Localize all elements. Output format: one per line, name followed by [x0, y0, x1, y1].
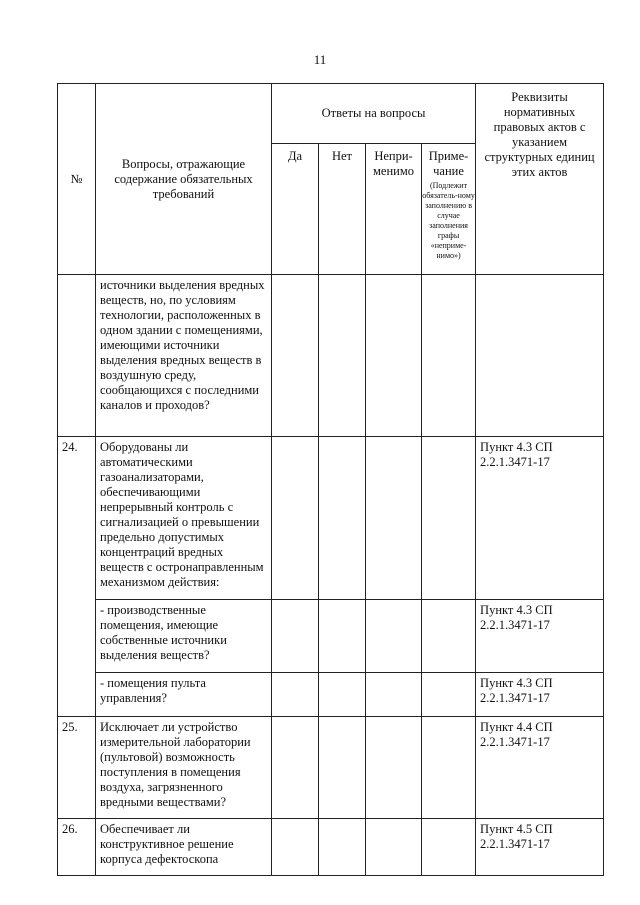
answer-note-cell[interactable] [422, 437, 476, 600]
answer-yes-cell[interactable] [272, 437, 319, 600]
row-requisite: Пункт 4.3 СП 2.2.1.3471-17 [476, 600, 604, 673]
column-header-not-applicable: Непри-менимо [366, 144, 422, 275]
row-requisite: Пункт 4.4 СП 2.2.1.3471-17 [476, 717, 604, 819]
answer-note-cell[interactable] [422, 600, 476, 673]
answer-yes-cell[interactable] [272, 275, 319, 437]
answer-no-cell[interactable] [319, 717, 366, 819]
table-row [58, 673, 604, 717]
row-question: - помещения пульта управления? [96, 673, 272, 717]
answer-not-applicable-cell[interactable] [366, 437, 422, 600]
answer-yes-cell[interactable] [272, 717, 319, 819]
column-header-requisites: Реквизиты нормативных правовых актов с указанием структурных единиц этих актов [476, 84, 604, 275]
answer-no-cell[interactable] [319, 437, 366, 600]
column-header-note [422, 144, 476, 275]
table-row [58, 600, 604, 673]
checklist-table [57, 83, 604, 876]
row-question: Исключает ли устройство измерительной лаборатории (пультовой) возможность поступления в помещения воздуха, загрязненного вредными веществами? [96, 717, 272, 819]
table-row [58, 275, 604, 437]
note-sublabel: (Подлежит обязатель-ному заполнению в случае заполнения графы «неприме-нимо») [422, 181, 475, 260]
answer-not-applicable-cell[interactable] [366, 673, 422, 717]
row-requisite: Пункт 4.3 СП 2.2.1.3471-17 [476, 673, 604, 717]
column-header-answers: Ответы на вопросы [272, 84, 476, 144]
answer-not-applicable-cell[interactable] [366, 717, 422, 819]
row-question: - производственные помещения, имеющие собственные источники выделения веществ? [96, 600, 272, 673]
table-row [58, 717, 604, 819]
answer-not-applicable-cell[interactable] [366, 600, 422, 673]
answer-note-cell[interactable] [422, 819, 476, 876]
table-row [58, 437, 604, 600]
column-header-questions: Вопросы, отражающие содержание обязательных требований [96, 84, 272, 275]
row-number [58, 275, 96, 437]
answer-note-cell[interactable] [422, 275, 476, 437]
column-header-no: Нет [319, 144, 366, 275]
column-header-number: № [58, 84, 96, 275]
answer-no-cell[interactable] [319, 819, 366, 876]
row-question: Оборудованы ли автоматическими газоанализаторами, обеспечивающими непрерывный контроль с сигнализацией о превышении предельно допустимых концентраций вредных веществ с остронаправленным механизмом действия: [96, 437, 272, 600]
answer-no-cell[interactable] [319, 673, 366, 717]
row-number: 25. [58, 717, 96, 819]
answer-note-cell[interactable] [422, 673, 476, 717]
row-number: 26. [58, 819, 96, 876]
answer-yes-cell[interactable] [272, 819, 319, 876]
row-question: источники выделения вредных веществ, но, по условиям технологии, расположенных в одном здании с помещениями, имеющими источники выделения вредных веществ в воздушную среду, сообщающихся с последними каналов и проходов? [96, 275, 272, 437]
answer-not-applicable-cell[interactable] [366, 275, 422, 437]
answer-no-cell[interactable] [319, 600, 366, 673]
page-number: 11 [313, 52, 327, 67]
note-label: Приме-чание [428, 149, 469, 178]
row-number: 24. [58, 437, 96, 717]
answer-note-cell[interactable] [422, 717, 476, 819]
answer-no-cell[interactable] [319, 275, 366, 437]
answer-yes-cell[interactable] [272, 673, 319, 717]
row-requisite [476, 275, 604, 437]
answer-yes-cell[interactable] [272, 600, 319, 673]
column-header-yes: Да [272, 144, 319, 275]
row-requisite: Пункт 4.3 СП 2.2.1.3471-17 [476, 437, 604, 600]
answer-not-applicable-cell[interactable] [366, 819, 422, 876]
row-question: Обеспечивает ли конструктивное решение корпуса дефектоскопа [96, 819, 272, 876]
row-requisite: Пункт 4.5 СП 2.2.1.3471-17 [476, 819, 604, 876]
table-row [58, 819, 604, 876]
